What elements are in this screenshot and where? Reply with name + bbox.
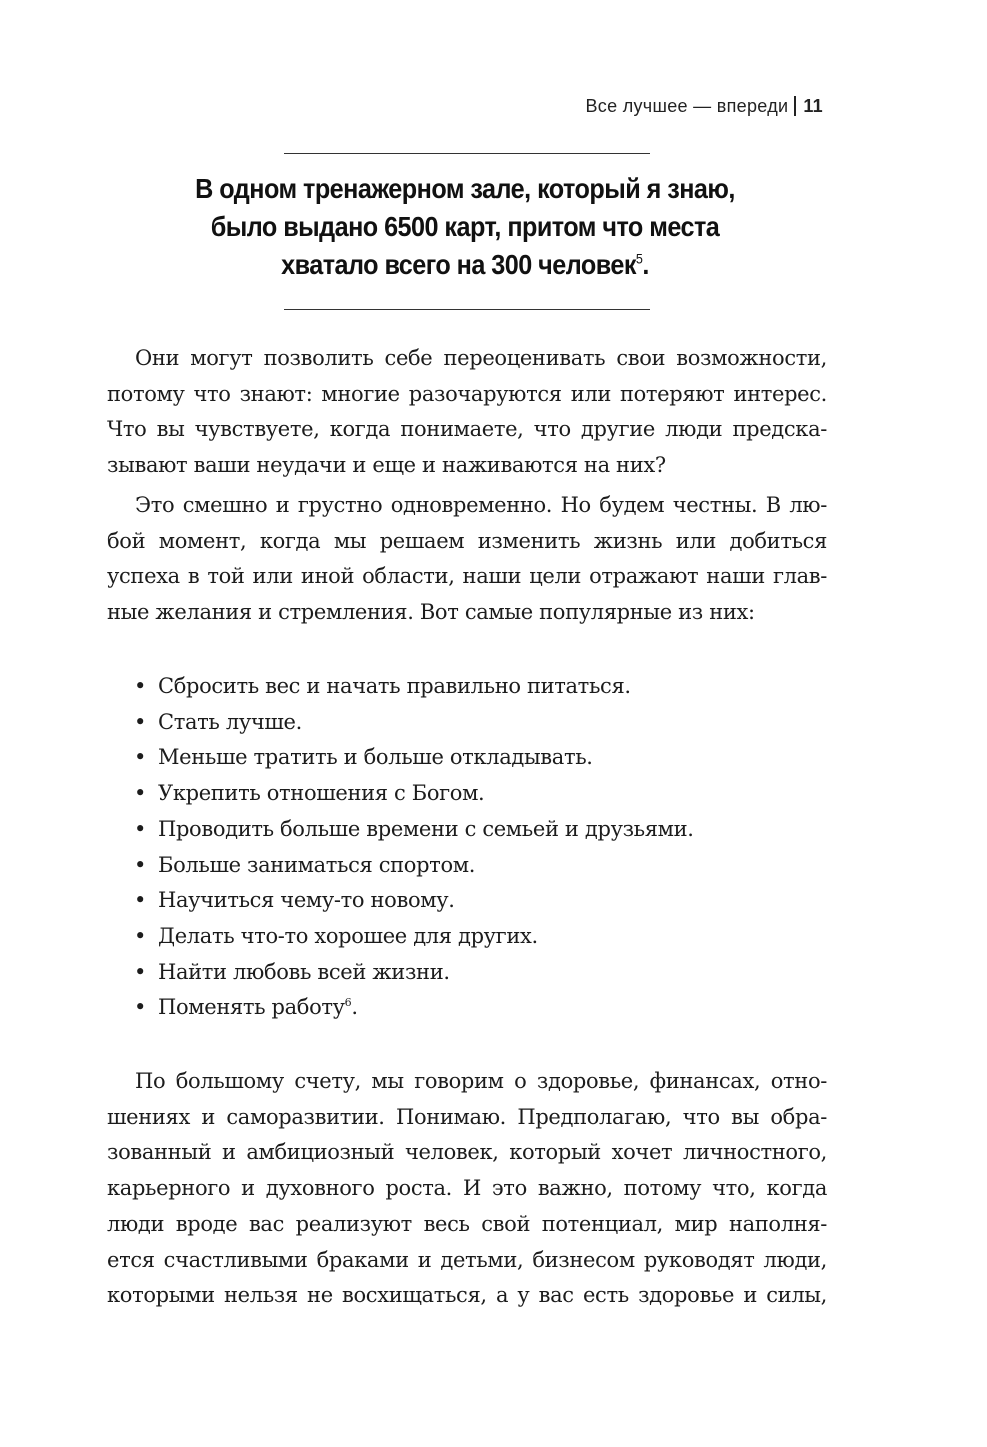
paragraph-line: зывают ваши неудачи и еще и наживаются на них? (107, 453, 666, 478)
page-number: 11 (803, 96, 823, 116)
list-item (134, 669, 694, 705)
paragraph-line: Что вы чувствуете, когда понимаете, что другие люди предска- (107, 417, 827, 442)
paragraph-2 (107, 488, 827, 631)
paragraph-line: потому что знают: многие разочаруются или потеряют интерес. (107, 381, 827, 406)
list-item (134, 955, 694, 991)
pull-quote-bottom-rule (284, 309, 650, 310)
list-item-text: Больше заниматься спортом. (158, 852, 476, 877)
footnote-ref-6: 6 (344, 996, 352, 1010)
footnote-ref-5: 5 (635, 250, 643, 267)
list-item (134, 990, 694, 1026)
pull-quote-line: В одном тренажерном зале, который я знаю, (195, 173, 735, 204)
bullet-glyph: • (134, 959, 147, 984)
bullet-glyph: • (134, 745, 147, 770)
paragraph-line: которыми нельзя не восхищаться, а у вас есть здоровье и силы, (107, 1283, 827, 1308)
list-item (134, 776, 694, 812)
paragraph-line: зованный и амбициозный человек, который хочет личностного, (107, 1140, 827, 1165)
list-item-text: Поменять работу (158, 995, 345, 1020)
paragraph-line: успеха в той или иной области, наши цели отражают наши глав- (107, 564, 827, 589)
goals-list (134, 669, 694, 1026)
pull-quote-top-rule (284, 153, 650, 154)
bullet-glyph: • (134, 852, 147, 877)
paragraph-line: ные желания и стремления. Вот самые популярные из них: (107, 600, 755, 625)
running-header (585, 96, 823, 117)
list-item-text: Сбросить вес и начать правильно питаться. (158, 674, 631, 698)
pull-quote-line-text: хватало всего на 300 человек (281, 249, 636, 280)
paragraph-line: бой момент, когда мы решаем изменить жизнь или добиться (107, 528, 827, 553)
bullet-glyph: • (134, 781, 147, 806)
list-item-text: Проводить больше времени с семьей и друзьями. (158, 816, 694, 841)
paragraph-1 (107, 341, 827, 484)
list-item-end-punct: . (351, 995, 358, 1020)
list-item (134, 705, 694, 741)
pull-quote-line-last (182, 246, 749, 284)
running-header-title: Все лучшее — впереди (585, 96, 789, 116)
list-item-text: Научиться чему-то новому. (158, 888, 455, 913)
list-item (134, 848, 694, 884)
paragraph-line: Это смешно и грустно одновременно. Но будем честны. В лю- (135, 493, 827, 517)
paragraph-line: люди вроде вас реализуют весь свой потенциал, мир наполня- (107, 1211, 827, 1236)
list-item-text: Укрепить отношения с Богом. (158, 781, 485, 806)
header-separator (794, 96, 796, 116)
bullet-glyph: • (134, 816, 147, 841)
list-item (134, 812, 694, 848)
pull-quote (182, 170, 749, 284)
paragraph-3 (107, 1064, 827, 1314)
paragraph-line: По большому счету, мы говорим о здоровье, финансах, отно- (135, 1069, 827, 1093)
list-item-text: Стать лучше. (158, 709, 302, 734)
paragraph-line: Они могут позволить себе переоценивать свои возможности, (135, 346, 827, 370)
paragraph-line: ется счастливыми браками и детьми, бизнесом руководят люди, (107, 1247, 827, 1272)
bullet-glyph: • (134, 709, 147, 734)
list-item (134, 883, 694, 919)
bullet-glyph: • (134, 888, 147, 913)
bullet-glyph: • (134, 995, 147, 1020)
list-item-text: Меньше тратить и больше откладывать. (158, 745, 593, 770)
paragraph-line: карьерного и духовного роста. И это важно, потому что, когда (107, 1176, 827, 1201)
paragraph-line: шениях и саморазвитии. Понимаю. Предполагаю, что вы обра- (107, 1104, 827, 1129)
list-item (134, 740, 694, 776)
list-item (134, 919, 694, 955)
pull-quote-line: было выдано 6500 карт, притом что места (210, 211, 720, 242)
list-item-text: Делать что-то хорошее для других. (158, 923, 538, 948)
pull-quote-end-punct: . (642, 249, 649, 280)
bullet-glyph: • (134, 674, 147, 698)
bullet-glyph: • (134, 923, 147, 948)
list-item-text: Найти любовь всей жизни. (158, 959, 450, 984)
